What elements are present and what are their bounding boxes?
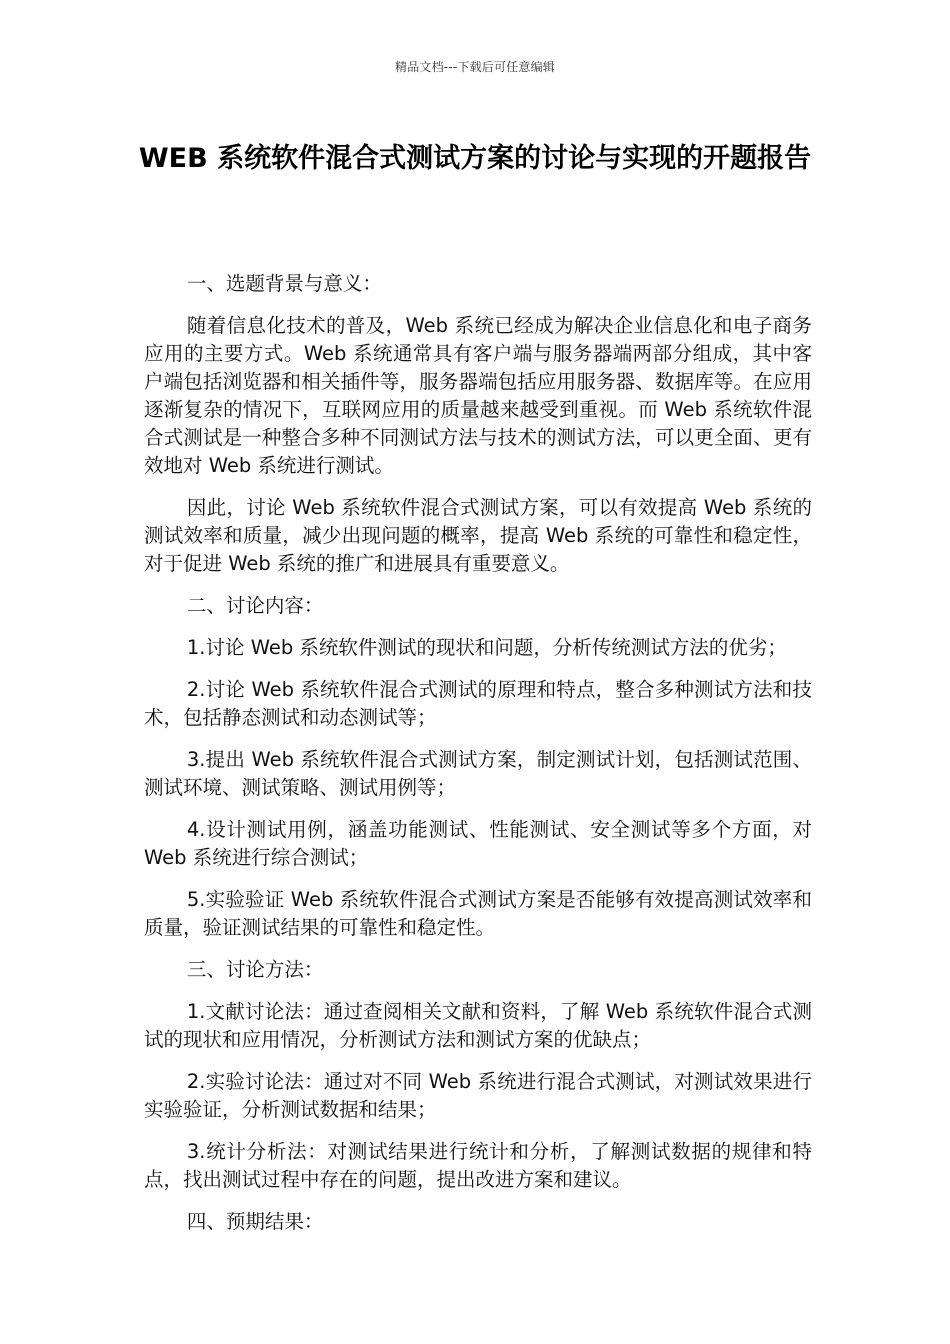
section-heading-content: 二、讨论内容： (186, 594, 324, 617)
paragraph-background-1: 随着信息化技术的普及，Web 系统已经成为解决企业信息化和电子商务应用的主要方式。Web 系统通常具有客户端与服务器端两部分组成，其中客户端包括浏览器和相关插件等，服务器端包括应用服务器、数据库等。在应用逐渐复杂的情况下，互联网应用的质量越来越受到重视。而 Web 系统软件混合式测试是一种整合多种不同测试方法与技术的测试方法，可以更全面、更有效地对 Web 系统进行测试。 (144, 314, 812, 477)
section-heading-background: 一、选题背景与意义： (186, 272, 382, 295)
paragraph-background-2: 因此，讨论 Web 系统软件混合式测试方案，可以有效提高 Web 系统的测试效率和质量，减少出现问题的概率，提高 Web 系统的可靠性和稳定性，对于促进 Web 系统的推广和进展具有重要意义。 (144, 496, 812, 575)
list-item-method: 1.文献讨论法：通过查阅相关文献和资料，了解 Web 系统软件混合式测试的现状和应用情况，分析测试方法和测试方案的优缺点； (144, 1000, 812, 1051)
section-heading-expected-results: 四、预期结果： (186, 1210, 324, 1233)
list-item-method: 2.实验讨论法：通过对不同 Web 系统进行混合式测试，对测试效果进行实验验证，分析测试数据和结果； (144, 1070, 812, 1121)
list-item-content: 5.实验验证 Web 系统软件混合式测试方案是否能够有效提高测试效率和质量，验证测试结果的可靠性和稳定性。 (144, 888, 812, 939)
document-body (144, 270, 812, 1250)
header-note: 精品文档---下载后可任意编辑 (395, 60, 555, 74)
list-item-content: 2.讨论 Web 系统软件混合式测试的原理和特点，整合多种测试方法和技术，包括静态测试和动态测试等； (144, 678, 812, 729)
list-item-content: 1.讨论 Web 系统软件测试的现状和问题，分析传统测试方法的优劣； (186, 636, 787, 659)
list-item-content: 4.设计测试用例，涵盖功能测试、性能测试、安全测试等多个方面，对 Web 系统进行综合测试； (144, 818, 812, 869)
document-title: WEB 系统软件混合式测试方案的讨论与实现的开题报告 (138, 143, 812, 174)
section-heading-methods: 三、讨论方法： (186, 958, 324, 981)
list-item-content: 3.提出 Web 系统软件混合式测试方案，制定测试计划，包括测试范围、测试环境、测试策略、测试用例等； (144, 748, 812, 799)
list-item-method: 3.统计分析法：对测试结果进行统计和分析，了解测试数据的规律和特点，找出测试过程中存在的问题，提出改进方案和建议。 (144, 1140, 812, 1191)
